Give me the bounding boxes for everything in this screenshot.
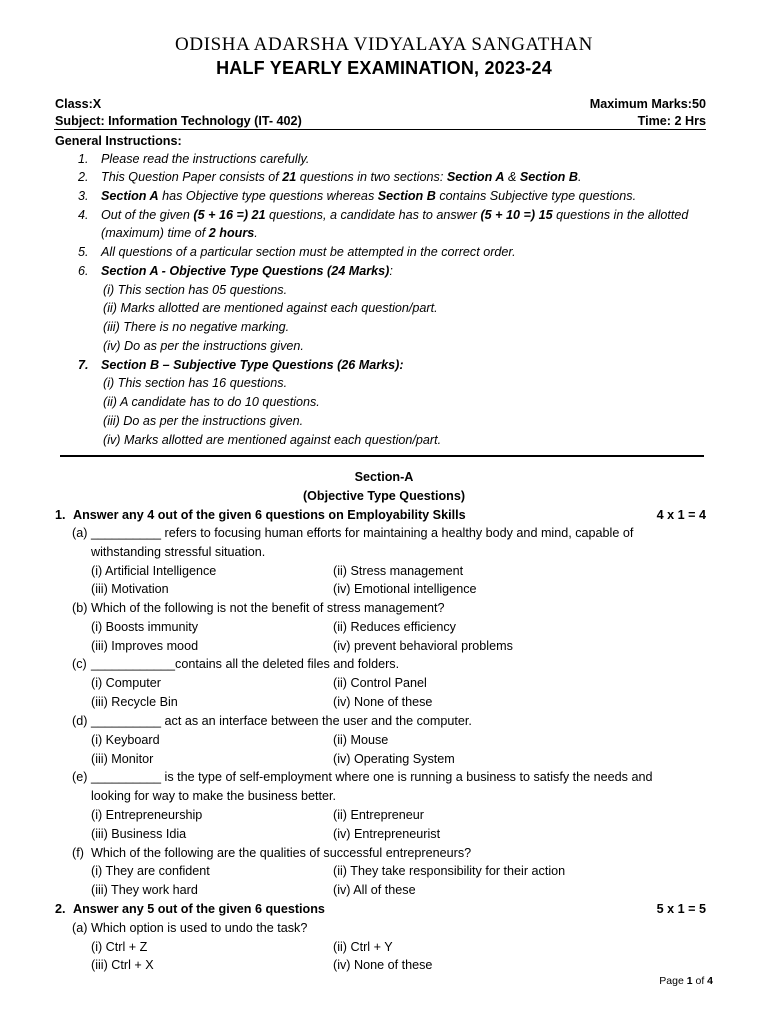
part-label: (c) [72, 657, 87, 671]
instruction-text: This Question Paper consists of 21 questions in two sections: Section A & Section B. [101, 170, 582, 184]
option: (i) Entrepreneurship [91, 808, 203, 822]
option: (iv) None of these [333, 958, 433, 972]
option: (iii) Improves mood [91, 639, 199, 653]
instruction-text: Section A has Objective type questions whereas Section B contains Subjective type questions. [101, 189, 637, 203]
instruction-text: Section B – Subjective Type Questions (26 Marks): [101, 358, 404, 372]
part-text: Which of the following are the qualities of successful entrepreneurs? [91, 846, 472, 860]
instruction-number: 3. [78, 189, 89, 203]
option: (i) Ctrl + Z [91, 940, 148, 954]
option: (iv) All of these [333, 883, 416, 897]
option: (iii) Ctrl + X [91, 958, 154, 972]
instruction-text: All questions of a particular section must be attempted in the correct order. [101, 245, 516, 259]
option: (ii) Control Panel [333, 676, 427, 690]
instruction-number: 1. [78, 152, 89, 166]
option: (iv) Entrepreneurist [333, 827, 441, 841]
question-text: Answer any 5 out of the given 6 questions [73, 902, 325, 916]
question-number: 1. [55, 508, 66, 522]
organization-title: ODISHA ADARSHA VIDYALAYA SANGATHAN [175, 34, 593, 55]
part-label: (b) [72, 601, 88, 615]
section-title: Section-A [354, 470, 414, 484]
part-label: (a) [72, 526, 88, 540]
option: (iii) Motivation [91, 582, 169, 596]
instruction-text-continued: (maximum) time of 2 hours. [101, 226, 258, 240]
option: (ii) Ctrl + Y [333, 940, 393, 954]
option: (iii) Monitor [91, 752, 154, 766]
instruction-subitem: (iv) Do as per the instructions given. [103, 339, 304, 353]
option: (iv) Operating System [333, 752, 455, 766]
instruction-subitem: (i) This section has 16 questions. [103, 376, 288, 390]
option: (iii) Recycle Bin [91, 695, 178, 709]
question-number: 2. [55, 902, 66, 916]
part-text: __________ refers to focusing human efforts for maintaining a healthy body and mind, capable of [91, 526, 634, 540]
part-text-continued: looking for way to make the business better. [91, 789, 337, 803]
option: (i) Boosts immunity [91, 620, 199, 634]
instruction-text: Section A - Objective Type Questions (24 Marks): [101, 264, 393, 278]
instruction-number: 6. [78, 264, 89, 278]
time-label: Time: 2 Hrs [637, 114, 706, 128]
instruction-subitem: (ii) A candidate has to do 10 questions. [103, 395, 320, 409]
option: (iv) prevent behavioral problems [333, 639, 513, 653]
question-text: Answer any 4 out of the given 6 questions on Employability Skills [73, 508, 466, 522]
instruction-text: Out of the given (5 + 16 =) 21 questions, a candidate has to answer (5 + 10 =) 15 questions in the allotted [101, 208, 689, 222]
option: (iii) They work hard [91, 883, 198, 897]
part-label: (d) [72, 714, 88, 728]
option: (i) Artificial Intelligence [91, 564, 217, 578]
option: (ii) Entrepreneur [333, 808, 424, 822]
instruction-subitem: (iii) Do as per the instructions given. [103, 414, 304, 428]
max-marks: Maximum Marks:50 [589, 97, 706, 111]
instruction-subitem: (iii) There is no negative marking. [103, 320, 290, 334]
part-text: Which option is used to undo the task? [91, 921, 308, 935]
instruction-subitem: (ii) Marks allotted are mentioned against each question/part. [103, 301, 438, 315]
subject-label: Subject: Information Technology (IT- 402) [55, 114, 302, 128]
option: (iii) Business Idia [91, 827, 187, 841]
class-label: Class:X [55, 97, 102, 111]
instruction-subitem: (i) This section has 05 questions. [103, 283, 288, 297]
instructions-heading: General Instructions: [55, 134, 182, 148]
option: (iv) Emotional intelligence [333, 582, 477, 596]
exam-title: HALF YEARLY EXAMINATION, 2023-24 [216, 58, 552, 78]
option: (ii) Mouse [333, 733, 389, 747]
section-divider [60, 455, 704, 457]
part-text: ____________contains all the deleted files and folders. [91, 657, 400, 671]
instruction-text: Please read the instructions carefully. [101, 152, 310, 166]
header-rule [54, 129, 706, 130]
part-label: (e) [72, 770, 88, 784]
option: (i) They are confident [91, 864, 210, 878]
question-marks: 4 x 1 = 4 [656, 508, 706, 522]
part-label: (a) [72, 921, 88, 935]
instruction-subitem: (iv) Marks allotted are mentioned against each question/part. [103, 433, 442, 447]
instruction-number: 7. [78, 358, 89, 372]
section-subtitle: (Objective Type Questions) [302, 489, 466, 503]
part-label: (f) [72, 846, 84, 860]
part-text-continued: withstanding stressful situation. [91, 545, 266, 559]
option: (ii) They take responsibility for their action [333, 864, 566, 878]
option: (iv) None of these [333, 695, 433, 709]
instruction-number: 5. [78, 245, 89, 259]
instruction-number: 4. [78, 208, 89, 222]
page-number: Page 1 of 4 [659, 975, 713, 987]
part-text: __________ act as an interface between the user and the computer. [91, 714, 472, 728]
part-text: __________ is the type of self-employment where one is running a business to satisfy the needs and [91, 770, 653, 784]
option: (ii) Reduces efficiency [333, 620, 456, 634]
part-text: Which of the following is not the benefit of stress management? [91, 601, 445, 615]
question-marks: 5 x 1 = 5 [656, 902, 706, 916]
option: (i) Computer [91, 676, 161, 690]
option: (ii) Stress management [333, 564, 464, 578]
instruction-number: 2. [78, 170, 89, 184]
option: (i) Keyboard [91, 733, 160, 747]
